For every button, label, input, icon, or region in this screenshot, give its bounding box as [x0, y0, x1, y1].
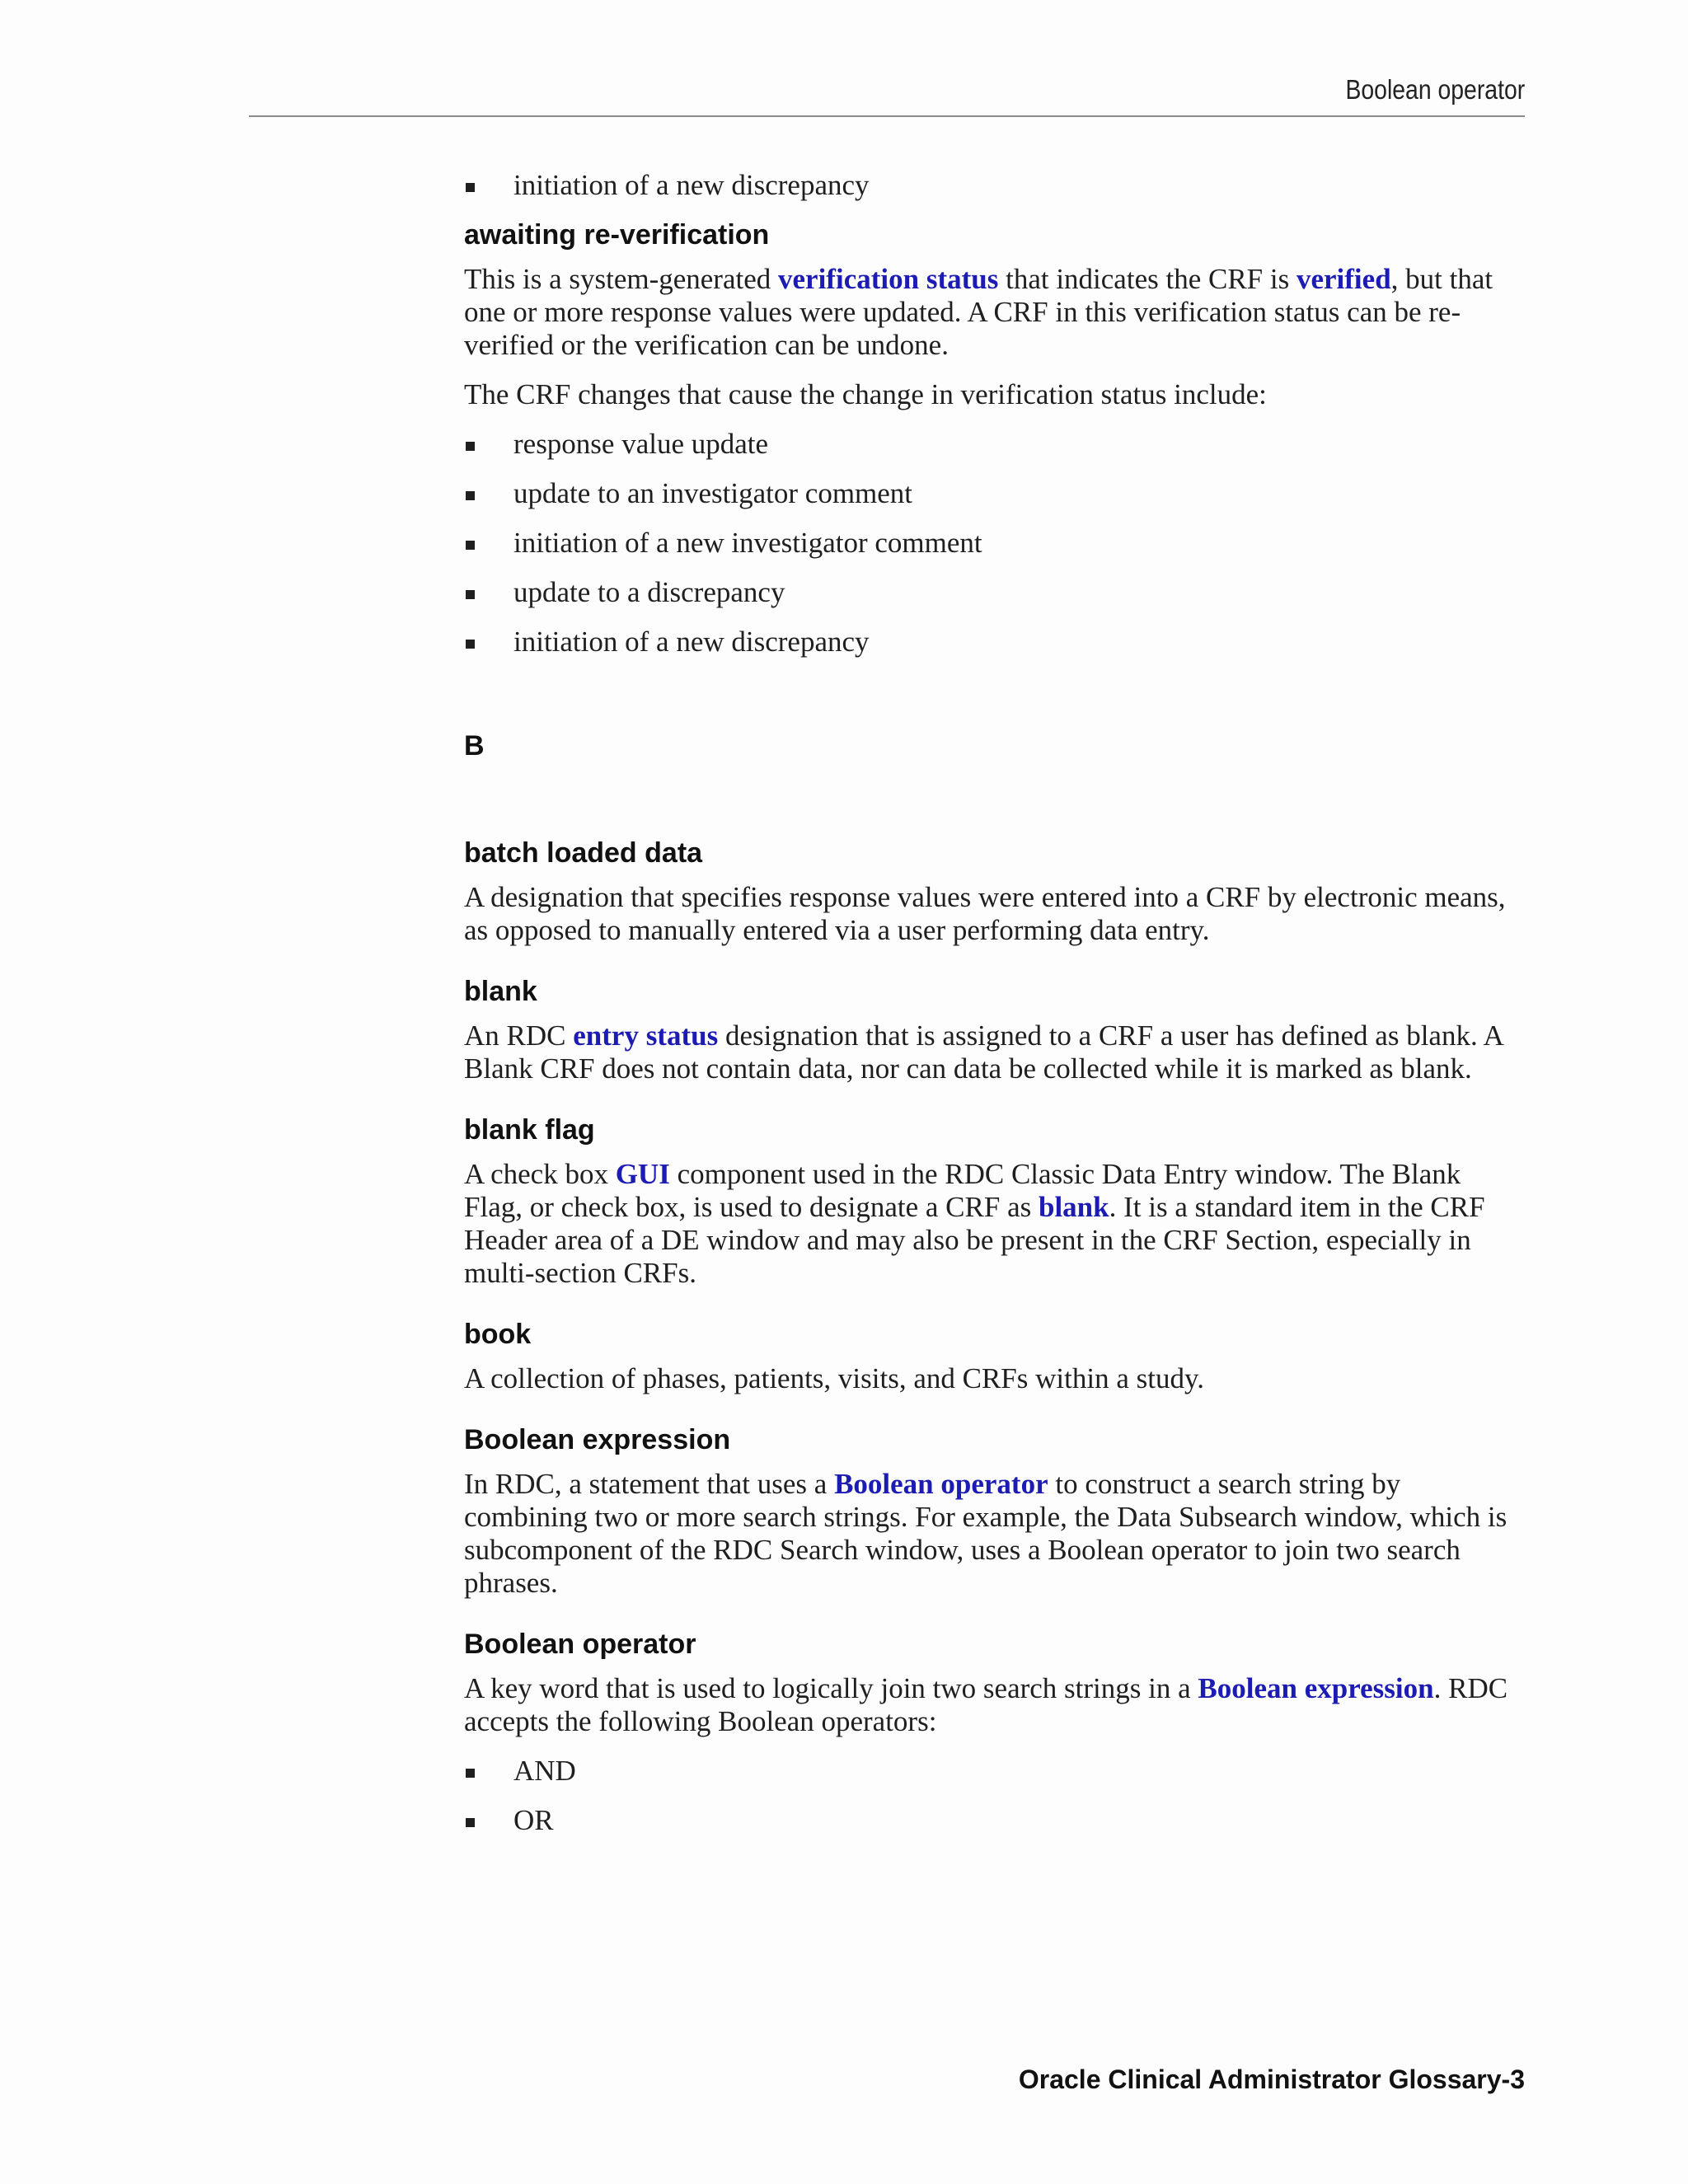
list-item-text: initiation of a new discrepancy: [513, 169, 870, 201]
list-item-text: update to a discrepancy: [513, 576, 785, 608]
intro-bullet-list: [464, 169, 1525, 202]
square-bullet-icon: [466, 640, 475, 649]
list-item: [464, 428, 1525, 461]
list-item: [464, 1755, 1525, 1788]
definition-text: A key word that is used to logically join two search strings in a: [464, 1672, 1198, 1704]
running-head: Boolean operator: [1345, 74, 1525, 105]
square-bullet-icon: [466, 541, 475, 550]
definition-text: In RDC, a statement that uses a: [464, 1468, 835, 1500]
header-rule: [249, 115, 1525, 117]
definition-boolean-operator: [464, 1672, 1525, 1738]
term-batch-loaded-data: batch loaded data: [464, 837, 703, 869]
list-item-text: OR: [513, 1804, 554, 1836]
list-item-text: initiation of a new investigator comment: [513, 527, 982, 559]
list-item-text: update to an investigator comment: [513, 477, 913, 509]
link-boolean-operator[interactable]: Boolean operator: [834, 1468, 1048, 1500]
section-letter-heading: B: [464, 730, 485, 762]
definition-changes-intro: The CRF changes that cause the change in verification status include:: [464, 378, 1267, 410]
page-footer: Oracle Clinical Administrator Glossary-3: [1018, 2064, 1525, 2094]
list-item-text: initiation of a new discrepancy: [513, 626, 870, 658]
link-blank[interactable]: blank: [1038, 1191, 1109, 1223]
list-item: [464, 576, 1525, 609]
definition-blank: [464, 1019, 1525, 1085]
definition-text: This is a system-generated: [464, 263, 779, 295]
square-bullet-icon: [466, 590, 475, 599]
list-item: [464, 169, 1525, 202]
list-item: [464, 1804, 1525, 1837]
link-verified[interactable]: verified: [1296, 263, 1391, 295]
boolean-operators-bullet-list: [464, 1755, 1525, 1837]
definition-awaiting-re-verification: [464, 263, 1525, 362]
link-entry-status[interactable]: entry status: [573, 1019, 719, 1052]
crf-changes-bullet-list: [464, 428, 1525, 658]
definition-boolean-expression: [464, 1468, 1525, 1600]
definition-blank-flag: [464, 1158, 1525, 1290]
definition-text: A check box: [464, 1158, 616, 1190]
definition-text: , but that one or more response values were updated. A CRF in this verification status can be re-verified or the verification can be undone.: [464, 263, 1493, 361]
list-item-text: response value update: [513, 428, 769, 460]
list-item: [464, 626, 1525, 658]
definition-text: that indicates the CRF is: [998, 263, 1296, 295]
definition-text: designation that is assigned to a CRF a user has defined as blank. A Blank CRF does not contain data, nor can data be collected while it is marked as blank.: [464, 1019, 1503, 1085]
link-boolean-expression[interactable]: Boolean expression: [1198, 1672, 1434, 1704]
list-item-text: AND: [513, 1755, 576, 1787]
definition-text: . It is a standard item in the CRF Header area of a DE window and may also be present in the CRF Section, especially in multi-section CRFs.: [464, 1191, 1485, 1289]
term-awaiting-re-verification: awaiting re-verification: [464, 219, 770, 251]
term-blank: blank: [464, 976, 537, 1007]
term-book: book: [464, 1319, 532, 1350]
glossary-content: [464, 169, 1525, 1854]
definition-text: . RDC accepts the following Boolean operators:: [464, 1672, 1508, 1737]
square-bullet-icon: [466, 491, 475, 500]
definition-text: to construct a search string by combining two or more search strings. For example, the Data Subsearch window, which is subcomponent of the RDC Search window, uses a Boolean operator to join two search phrases.: [464, 1468, 1507, 1599]
definition-book: A collection of phases, patients, visits, and CRFs within a study.: [464, 1362, 1204, 1394]
square-bullet-icon: [466, 183, 475, 192]
square-bullet-icon: [466, 442, 475, 451]
definition-text: component used in the RDC Classic Data Entry window. The Blank Flag, or check box, is used to designate a CRF as: [464, 1158, 1461, 1223]
definition-batch-loaded-data: A designation that specifies response values were entered into a CRF by electronic means, as opposed to manually entered via a user performing data entry.: [464, 881, 1506, 946]
square-bullet-icon: [466, 1818, 475, 1827]
term-boolean-operator: Boolean operator: [464, 1629, 696, 1660]
definition-text: An RDC: [464, 1019, 574, 1052]
list-item: [464, 527, 1525, 560]
square-bullet-icon: [466, 1769, 475, 1778]
link-verification-status[interactable]: verification status: [778, 263, 999, 295]
term-blank-flag: blank flag: [464, 1114, 595, 1146]
term-boolean-expression: Boolean expression: [464, 1424, 731, 1455]
link-gui[interactable]: GUI: [615, 1158, 670, 1190]
list-item: [464, 477, 1525, 510]
